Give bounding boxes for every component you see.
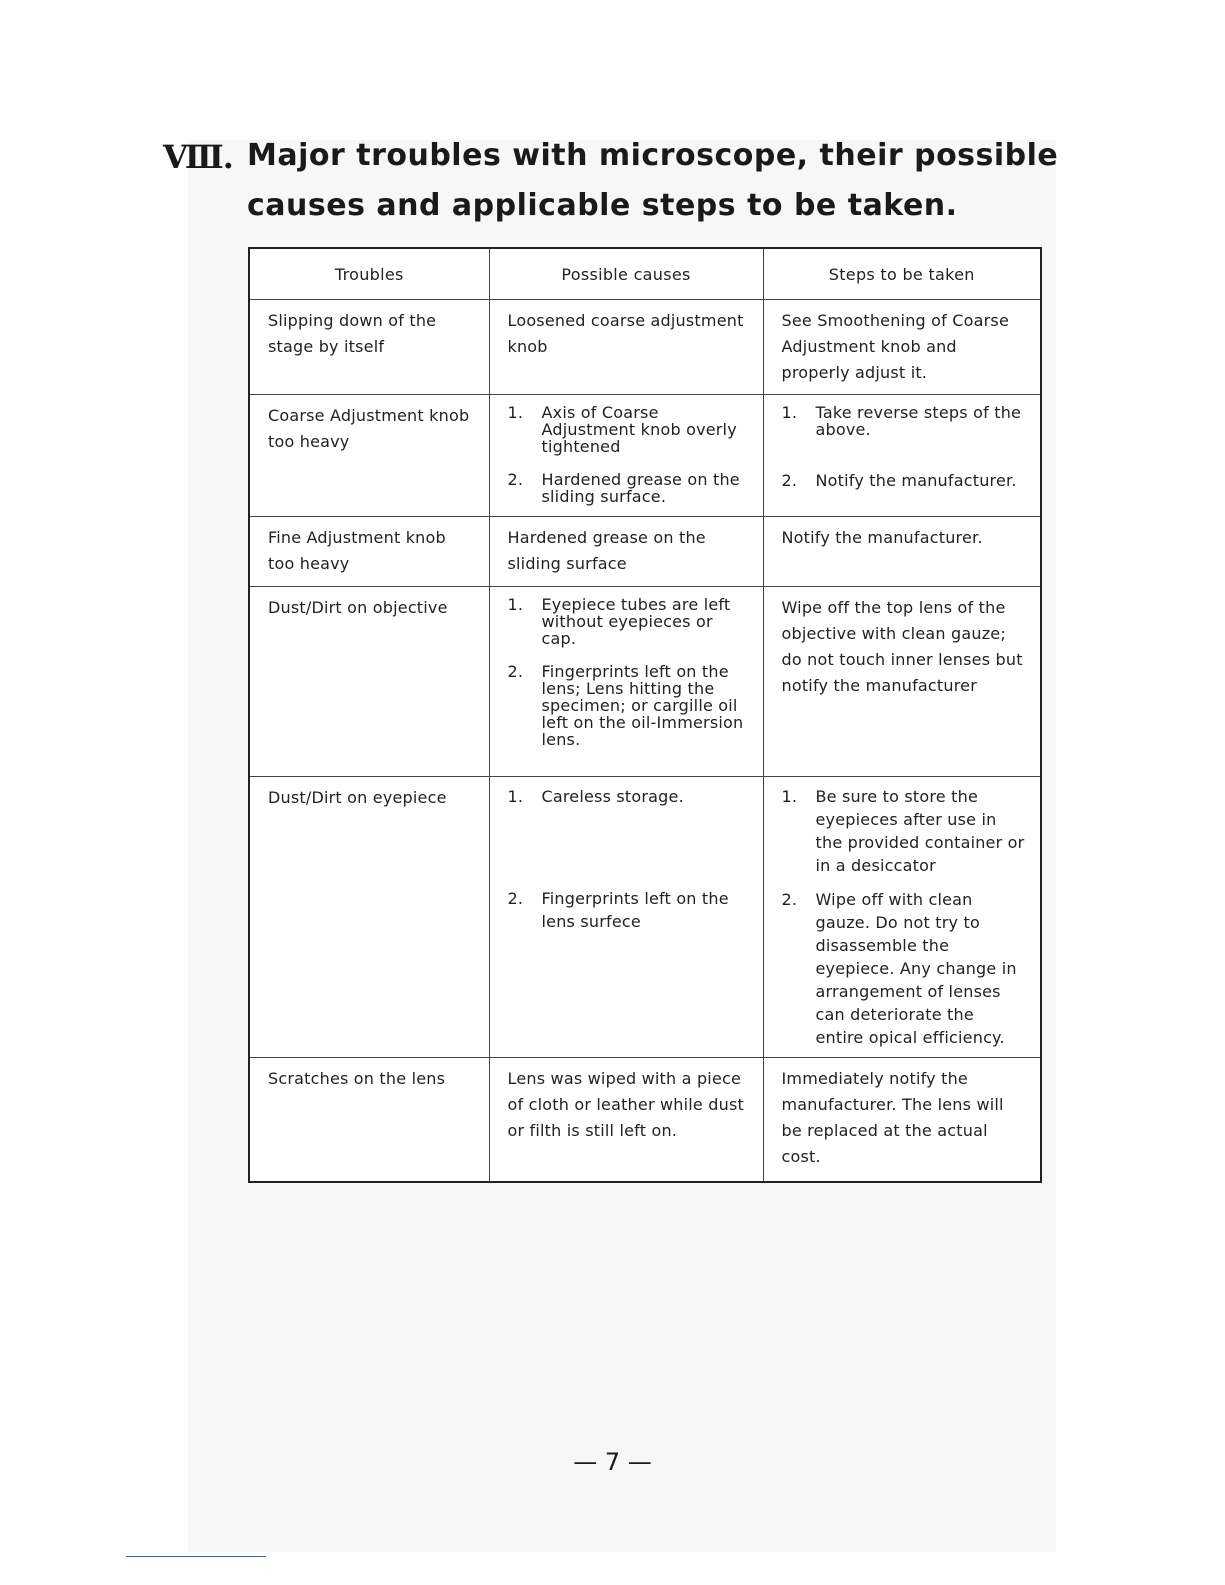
- trouble-cell: Fine Adjustment knob too heavy: [249, 517, 489, 587]
- step-item: [782, 785, 1027, 877]
- step-text: Notify the manufacturer.: [781, 528, 983, 547]
- table-row: [249, 395, 1041, 517]
- step-cell: [763, 300, 1041, 395]
- cause-cell: [489, 777, 763, 1058]
- item-number: 2.: [507, 470, 524, 489]
- column-header-steps: Steps to be taken: [763, 248, 1041, 300]
- page-number: — 7 —: [573, 1448, 652, 1476]
- cause-cell: [489, 395, 763, 517]
- step-text: Wipe off the top lens of the objective with clean gauze; do not touch inner lenses but notify the manufacturer: [781, 598, 1023, 695]
- cause-item: [508, 404, 749, 455]
- table-header-row: [249, 248, 1041, 300]
- step-cell: [763, 1058, 1041, 1182]
- section-number: Ⅷ.: [163, 138, 233, 176]
- step-cell: [763, 517, 1041, 587]
- trouble-cell: Slipping down of the stage by itself: [249, 300, 489, 395]
- table-row: [249, 777, 1041, 1058]
- cause-item: [508, 887, 749, 933]
- troubleshooting-table: [248, 247, 1042, 1183]
- cause-text: Fingerprints left on the lens; Lens hitting the specimen; or cargille oil left on the oil-Immersion lens.: [541, 662, 744, 749]
- item-number: 1.: [781, 403, 798, 422]
- step-cell: [763, 587, 1041, 777]
- item-number: 1.: [507, 787, 524, 806]
- item-number: 2.: [507, 889, 524, 908]
- table-row: [249, 300, 1041, 395]
- item-number: 1.: [507, 403, 524, 422]
- trouble-cell: Dust/Dirt on objective: [249, 587, 489, 777]
- cause-item: [508, 785, 749, 808]
- item-number: 2.: [781, 471, 798, 490]
- item-number: 2.: [507, 662, 524, 681]
- section-title-line-2: causes and applicable steps to be taken.: [247, 188, 958, 223]
- trouble-cell: Coarse Adjustment knob too heavy: [249, 395, 489, 517]
- step-cell: [763, 777, 1041, 1058]
- trouble-cell: Scratches on the lens: [249, 1058, 489, 1182]
- table-row: [249, 587, 1041, 777]
- step-text: See Smoothening of Coarse Adjustment knob and properly adjust it.: [781, 311, 1010, 382]
- cause-cell: [489, 587, 763, 777]
- step-text: Wipe off with clean gauze. Do not try to disassemble the eyepiece. Any change in arrangement of lenses can deteriorate the entire opical efficiency.: [815, 890, 1017, 1047]
- cause-item: [508, 596, 749, 647]
- item-number: 1.: [507, 595, 524, 614]
- column-header-troubles: Troubles: [249, 248, 489, 300]
- step-item: [782, 472, 1027, 489]
- table-row: [249, 1058, 1041, 1182]
- bottom-link-line: [126, 1556, 266, 1557]
- cause-text: Lens was wiped with a piece of cloth or leather while dust or filth is still left on.: [507, 1069, 744, 1140]
- step-text: Notify the manufacturer.: [815, 471, 1017, 490]
- trouble-cell: Dust/Dirt on eyepiece: [249, 777, 489, 1058]
- section-title-line-1: Major troubles with microscope, their possible: [247, 138, 1059, 173]
- cause-text: Careless storage.: [541, 787, 684, 806]
- cause-text: Loosened coarse adjustment knob: [507, 311, 744, 356]
- cause-cell: [489, 1058, 763, 1182]
- cause-text: Hardened grease on the sliding surface: [507, 528, 706, 573]
- cause-text: Fingerprints left on the lens surfece: [541, 889, 729, 931]
- cause-item: [508, 663, 749, 748]
- cause-item: [508, 471, 749, 505]
- cause-text: Axis of Coarse Adjustment knob overly tightened: [541, 403, 737, 456]
- step-text: Take reverse steps of the above.: [815, 403, 1022, 439]
- column-header-possible-causes: Possible causes: [489, 248, 763, 300]
- cause-text: Eyepiece tubes are left without eyepieces or cap.: [541, 595, 731, 648]
- item-number: 1.: [781, 787, 798, 806]
- cause-cell: [489, 517, 763, 587]
- cause-text: Hardened grease on the sliding surface.: [541, 470, 740, 506]
- step-text: Immediately notify the manufacturer. The lens will be replaced at the actual cost.: [781, 1069, 1004, 1166]
- item-number: 2.: [781, 890, 798, 909]
- step-item: [782, 888, 1027, 1049]
- table-row: [249, 517, 1041, 587]
- step-cell: [763, 395, 1041, 517]
- step-item: [782, 404, 1027, 438]
- step-text: Be sure to store the eyepieces after use in the provided container or in a desiccator: [815, 787, 1025, 875]
- cause-cell: [489, 300, 763, 395]
